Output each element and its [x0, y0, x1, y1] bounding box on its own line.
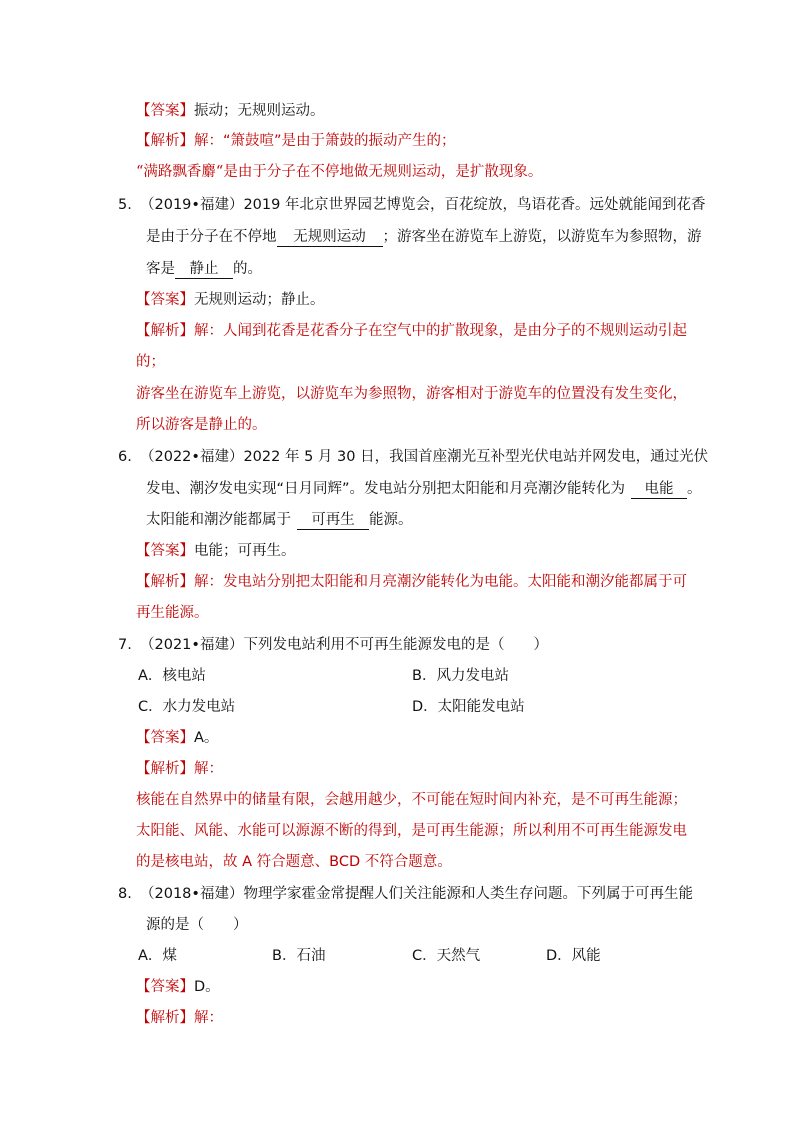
analysis-text: 解：: [194, 1010, 223, 1026]
question-number-6: 6.: [118, 449, 132, 465]
q7-option-d: D．太阳能发电站: [412, 699, 525, 715]
answer-text: 电能；可再生。: [194, 543, 296, 559]
q6-analysis-line2: 再生能源。: [136, 605, 209, 621]
analysis-line-q7: [136, 759, 223, 779]
q8-option-d: D．风能: [546, 948, 601, 964]
answer-line-q6: [136, 541, 296, 561]
q5-stem-line1: （2019•福建）2019 年北京世界园艺博览会，百花绽放，鸟语花香。远处就能闻到花香: [140, 197, 706, 213]
analysis-text: 解：: [194, 761, 223, 777]
q7-analysis-line2: 核能在自然界中的储量有限，会越用越少，不可能在短时间内补充，是不可再生能源；: [136, 792, 687, 808]
q5-analysis-line2: 的；: [136, 354, 165, 370]
answer-line-q5: [136, 290, 325, 310]
q6-blank-1: 电能: [631, 480, 687, 499]
q5-blank-1: 无规则运动: [277, 228, 383, 247]
analysis-line-q4: [136, 131, 456, 151]
answer-text: 无规则运动；静止。: [194, 292, 325, 308]
q6-stem-line3: 太阳能和潮汐能都属于 可再生 能源。: [146, 512, 413, 528]
analysis-line-q8: [136, 1008, 223, 1028]
analysis-tag: 【解析】: [136, 1010, 194, 1026]
q5-stem-line2: 是由于分子在不停地 无规则运动 ；游客坐在游览车上游览，以游览车为参照物，游: [146, 229, 702, 245]
q6-blank-2: 可再生: [297, 511, 369, 530]
q7-option-a: A．核电站: [138, 668, 206, 684]
answer-line-q7: [136, 728, 218, 748]
q7-analysis-line4: 的是核电站，故 A 符合题意、BCD 不符合题意。: [136, 854, 452, 870]
answer-tag: 【答案】: [136, 292, 194, 308]
answer-text: 振动；无规则运动。: [194, 103, 325, 119]
analysis-text-q4-line2: “满路飘香麝“是由于分子在不停地做无规则运动，是扩散现象。: [136, 164, 543, 180]
answer-tag: 【答案】: [136, 979, 194, 995]
analysis-text: 解：发电站分别把太阳能和月亮潮汐能转化为电能。太阳能和潮汐能都属于可: [194, 574, 687, 590]
q5-analysis-line3: 游客坐在游览车上游览，以游览车为参照物，游客相对于游览车的位置没有发生变化，: [136, 386, 687, 402]
q6-stem-line2: 发电、潮汐发电实现“日月同辉”。发电站分别把太阳能和月亮潮汐能转化为 电能 。: [146, 481, 702, 497]
answer-line-q8: [136, 977, 220, 997]
q8-stem-line1: （2018•福建）物理学家霍金常提醒人们关注能源和人类生存问题。下列属于可再生能: [140, 886, 693, 902]
analysis-tag: 【解析】: [136, 574, 194, 590]
q5-stem-line3: 客是 静止 的。: [146, 261, 262, 277]
answer-tag: 【答案】: [136, 103, 194, 119]
analysis-line-q5: [136, 321, 687, 341]
analysis-text: 解：“箫鼓喧”是由于箫鼓的振动产生的；: [194, 133, 456, 149]
question-number-5: 5.: [118, 197, 132, 213]
analysis-line-q6: [136, 572, 687, 592]
q7-analysis-line3: 太阳能、风能、水能可以源源不断的得到，是可再生能源；所以利用不可再生能源发电: [136, 823, 687, 839]
q8-option-b: B．石油: [272, 948, 326, 964]
q7-option-c: C．水力发电站: [138, 699, 236, 715]
answer-tag: 【答案】: [136, 543, 194, 559]
answer-line-q4: [136, 101, 325, 121]
answer-text: D。: [194, 979, 220, 995]
q8-option-c: C．天然气: [412, 948, 481, 964]
q6-stem-line1: （2022•福建）2022 年 5 月 30 日，我国首座潮光互补型光伏电站并网发电，通过光伏: [140, 449, 709, 465]
q8-stem-line2: 源的是（ ）: [146, 917, 248, 933]
analysis-tag: 【解析】: [136, 323, 194, 339]
q7-option-b: B．风力发电站: [412, 668, 509, 684]
analysis-tag: 【解析】: [136, 761, 194, 777]
question-number-8: 8.: [118, 886, 132, 902]
question-number-7: 7.: [118, 637, 132, 653]
q5-analysis-line4: 所以游客是静止的。: [136, 417, 267, 433]
q5-blank-2: 静止: [175, 260, 233, 279]
q8-option-a: A．煤: [138, 948, 177, 964]
analysis-tag: 【解析】: [136, 133, 194, 149]
analysis-text: 解：人闻到花香是花香分子在空气中的扩散现象，是由分子的不规则运动引起: [194, 323, 687, 339]
q7-stem: （2021•福建）下列发电站利用不可再生能源发电的是（ ）: [140, 637, 548, 653]
answer-tag: 【答案】: [136, 730, 194, 746]
answer-text: A。: [194, 730, 219, 746]
